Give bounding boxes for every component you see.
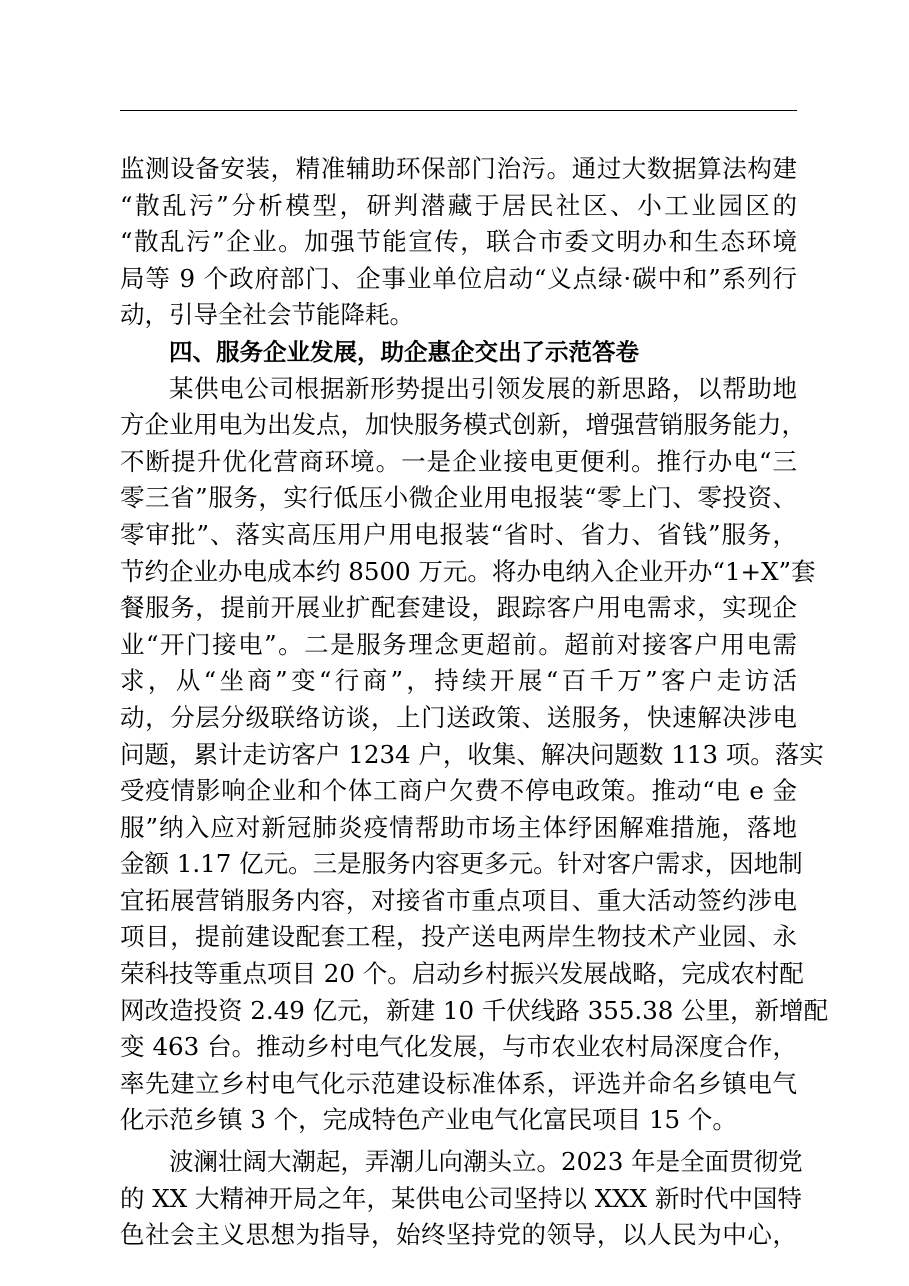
text-line: 受疫情影响企业和个体工商户欠费不停电政策。推动“电 e 金	[120, 776, 797, 806]
text-line: 金额 1.17 亿元。三是服务内容更多元。针对客户需求，因地制	[120, 849, 803, 879]
paragraph-environment	[120, 151, 797, 334]
text-line: 零三省”服务，实行低压小微企业用电报装“零上门、零投资、	[120, 483, 797, 513]
text-line: 零审批”、落实高压用户用电报装“省时、省力、省钱”服务，	[120, 519, 797, 549]
text-line: 方企业用电为出发点，加快服务模式创新，增强营销服务能力，	[120, 410, 806, 440]
text-line: 动，引导全社会节能降耗。	[120, 300, 414, 330]
paragraph-enterprise-service	[120, 371, 829, 1139]
text-line: 服”纳入应对新冠肺炎疫情帮助市场主体纾困解难措施，落地	[120, 812, 797, 842]
text-line: 节约企业办电成本约 8500 万元。将办电纳入企业开办“1+X”套	[120, 556, 816, 586]
text-line: 问题，累计走访客户 1234 户，收集、解决问题数 113 项。落实	[120, 739, 824, 769]
text-line: “散乱污”分析模型，研判潜藏于居民社区、小工业园区的	[120, 190, 797, 220]
text-line: 餐服务，提前开展业扩配套建设，跟踪客户用电需求，实现企	[120, 593, 797, 623]
header-rule	[120, 110, 797, 111]
section-heading-text: 四、服务企业发展，助企惠企交出了示范答卷	[169, 337, 639, 366]
text-line: 项目，提前建设配套工程，投产送电两岸生物技术产业园、永	[120, 922, 797, 952]
section-heading	[120, 334, 797, 371]
text-line: 的 XX 大精神开局之年，某供电公司坚持以 XXX 新时代中国特	[120, 1183, 802, 1213]
text-line: 局等 9 个政府部门、企事业单位启动“义点绿·碳中和”系列行	[120, 263, 797, 293]
text-line: “散乱污”企业。加强节能宣传，联合市委文明办和生态环境	[120, 227, 797, 257]
paragraph-closing	[120, 1144, 803, 1254]
text-line: 监测设备安装，精准辅助环保部门治污。通过大数据算法构建	[120, 154, 797, 183]
text-line: 业“开门接电”。二是服务理念更超前。超前对接客户用电需	[120, 629, 797, 659]
text-line: 率先建立乡村电气化示范建设标准体系，评选并命名乡镇电气	[120, 1068, 797, 1098]
text-line: 荣科技等重点项目 20 个。启动乡村振兴发展战略，完成农村配	[120, 959, 804, 989]
text-line: 变 463 台。推动乡村电气化发展，与市农业农村局深度合作，	[120, 1032, 797, 1062]
text-line: 宜拓展营销服务内容，对接省市重点项目、重大活动签约涉电	[120, 885, 797, 915]
text-line: 化示范乡镇 3 个，完成特色产业电气化富民项目 15 个。	[120, 1105, 737, 1135]
text-line: 某供电公司根据新形势提出引领发展的新思路，以帮助地	[169, 373, 797, 403]
text-line: 求，从“坐商”变“行商”，持续开展“百千万”客户走访活	[120, 666, 797, 696]
text-line: 不断提升优化营商环境。一是企业接电更便利。推行办电“三	[120, 446, 797, 476]
text-line: 网改造投资 2.49 亿元，新建 10 千伏线路 355.38 公里，新增配	[120, 995, 829, 1025]
text-line: 色社会主义思想为指导，始终坚持党的领导，以人民为中心，	[120, 1220, 797, 1250]
document-body	[120, 151, 829, 1254]
text-line: 波澜壮阔大潮起，弄潮儿向潮头立。2023 年是全面贯彻党	[169, 1147, 803, 1177]
text-line: 动，分层分级联络访谈，上门送政策、送服务，快速解决涉电	[120, 702, 797, 732]
